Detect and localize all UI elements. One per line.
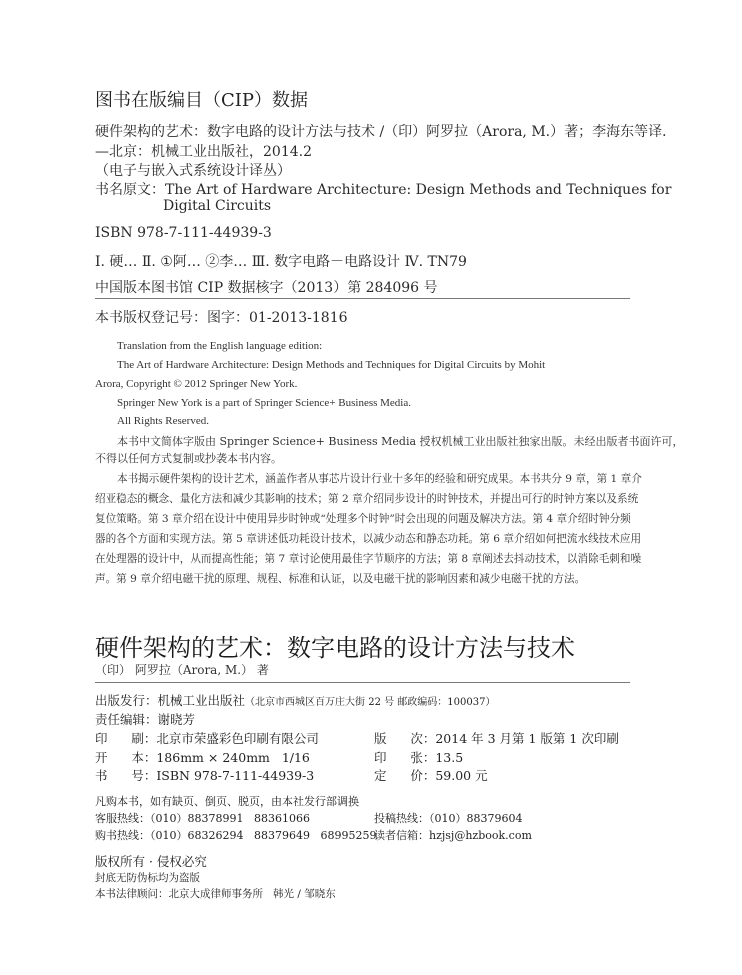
book-title: 硬件架构的艺术：数字电路的设计方法与技术 [95, 634, 575, 662]
sheets-value: 13.5 [435, 750, 464, 765]
book-author: （印） 阿罗拉（Arora, M.） 著 [95, 663, 269, 677]
edition-label: 版 次： [374, 731, 436, 746]
format-value: 186mm × 240mm 1/16 [156, 750, 310, 765]
price-value: 59.00 元 [435, 768, 488, 783]
all-rights-reserved: All Rights Reserved. [117, 415, 209, 427]
edition-value: 2014 年 3 月第 1 版第 1 次印刷 [435, 731, 619, 746]
sheets-row [374, 748, 463, 766]
sheets-label: 印 张： [374, 750, 436, 765]
sales-hotline: 购书热线：（010）68326294 88379649 68995259 [95, 829, 377, 842]
description-line-2: 绍亚稳态的概念、量化方法和减少其影响的技术；第 2 章介绍同步设计的时钟技术，并提出可行的时钟方案以及系统 [95, 493, 639, 505]
legal-counsel: 本书法律顾问：北京大成律师事务所 韩光 / 邹晓东 [95, 888, 336, 900]
translation-note: Translation from the English language edition: [117, 340, 323, 352]
publisher-name: 机械工业出版社 [157, 693, 246, 708]
original-title-line-1: The Art of Hardware Architecture: Design Methods and Techniques for Digital Circuits by Mohit [117, 359, 546, 371]
isbn-label: 书 号： [95, 768, 157, 783]
format-label: 开 本： [95, 750, 157, 765]
editor-label: 责任编辑： [95, 712, 158, 727]
replacement-notice: 凡购本书，如有缺页、倒页、脱页，由本社发行部调换 [95, 795, 359, 808]
printer-label: 印 刷： [95, 731, 157, 746]
edition-row [374, 729, 619, 747]
cip-line-1: 硬件架构的艺术：数字电路的设计方法与技术 /（印）阿罗拉（Arora, M.）著；李海东等译． [95, 124, 677, 140]
publisher-row [95, 691, 495, 709]
isbn-row [95, 766, 314, 784]
license-line-2: 不得以任何方式复制或抄袭本书内容。 [95, 452, 282, 465]
cip-line-3: （电子与嵌入式系统设计译丛） [95, 163, 291, 179]
description-line-4: 器的各个方面和实现方法。第 5 章讲述低功耗设计技术，以减少动态和静态功耗。第 6 章介绍如何把流水线技术应用 [95, 533, 642, 545]
editor-row [95, 710, 195, 728]
submission-hotline: 投稿热线：（010）88379604 [374, 812, 523, 825]
cip-line-5: Digital Circuits [163, 198, 272, 214]
description-line-5: 在处理器的设计中，从而提高性能；第 7 章讨论使用最佳字节顺序的方法；第 8 章阐述去抖动技术，以消除毛刺和噪 [95, 553, 642, 565]
price-label: 定 价： [374, 768, 436, 783]
springer-note: Springer New York is a part of Springer Science+ Business Media. [117, 397, 411, 409]
divider-rule [95, 298, 630, 299]
cip-isbn: ISBN 978-7-111-44939-3 [95, 225, 272, 241]
price-row [374, 766, 488, 784]
printer-name: 北京市荣盛彩色印刷有限公司 [156, 731, 319, 746]
license-line-1: 本书中文简体字版由 Springer Science+ Business Media 授权机械工业出版社独家出版。未经出版者书面许可， [117, 435, 684, 448]
description-line-6: 声。第 9 章介绍电磁干扰的原理、规程、标准和认证，以及电磁干扰的影响因素和减少电磁干扰的方法。 [95, 573, 586, 585]
cip-catalog-number: 中国版本图书馆 CIP 数据核字（2013）第 284096 号 [95, 280, 438, 296]
format-row [95, 748, 310, 766]
editor-name: 谢晓芳 [157, 712, 196, 727]
copyright-registration: 本书版权登记号：图字：01-2013-1816 [95, 310, 348, 326]
publisher-address: （北京市西城区百万庄大街 22 号 邮政编码：100037） [245, 697, 496, 708]
publisher-label: 出版发行： [95, 693, 158, 708]
original-title-line-2: Arora, Copyright © 2012 Springer New York. [95, 378, 298, 390]
cip-classification: Ⅰ. 硬… Ⅱ. ①阿… ②李… Ⅲ. 数字电路－电路设计 Ⅳ. TN79 [95, 254, 467, 270]
service-hotline: 客服热线：（010）88378991 88361066 [95, 812, 310, 825]
description-line-3: 复位策略。第 3 章介绍在设计中使用异步时钟或“处理多个时钟”时会出现的问题及解决方法。第 4 章介绍时钟分频 [95, 513, 631, 525]
cip-line-2: —北京：机械工业出版社，2014.2 [95, 144, 312, 160]
anti-piracy-note: 封底无防伪标均为盗版 [95, 872, 200, 884]
cip-line-4: 书名原文：The Art of Hardware Architecture: Design Methods and Techniques for [95, 182, 672, 198]
reader-email: 读者信箱：hzjsj@hzbook.com [374, 829, 532, 842]
printer-row [95, 729, 319, 747]
description-line-1: 本书揭示硬件架构的设计艺术，涵盖作者从事芯片设计行业十多年的经验和研究成果。本书共分 9 章，第 1 章介 [117, 473, 642, 485]
rights-reserved: 版权所有 · 侵权必究 [95, 854, 207, 869]
isbn-value: ISBN 978-7-111-44939-3 [156, 768, 315, 783]
title-rule [95, 682, 630, 683]
cip-heading: 图书在版编目（CIP）数据 [95, 90, 308, 111]
